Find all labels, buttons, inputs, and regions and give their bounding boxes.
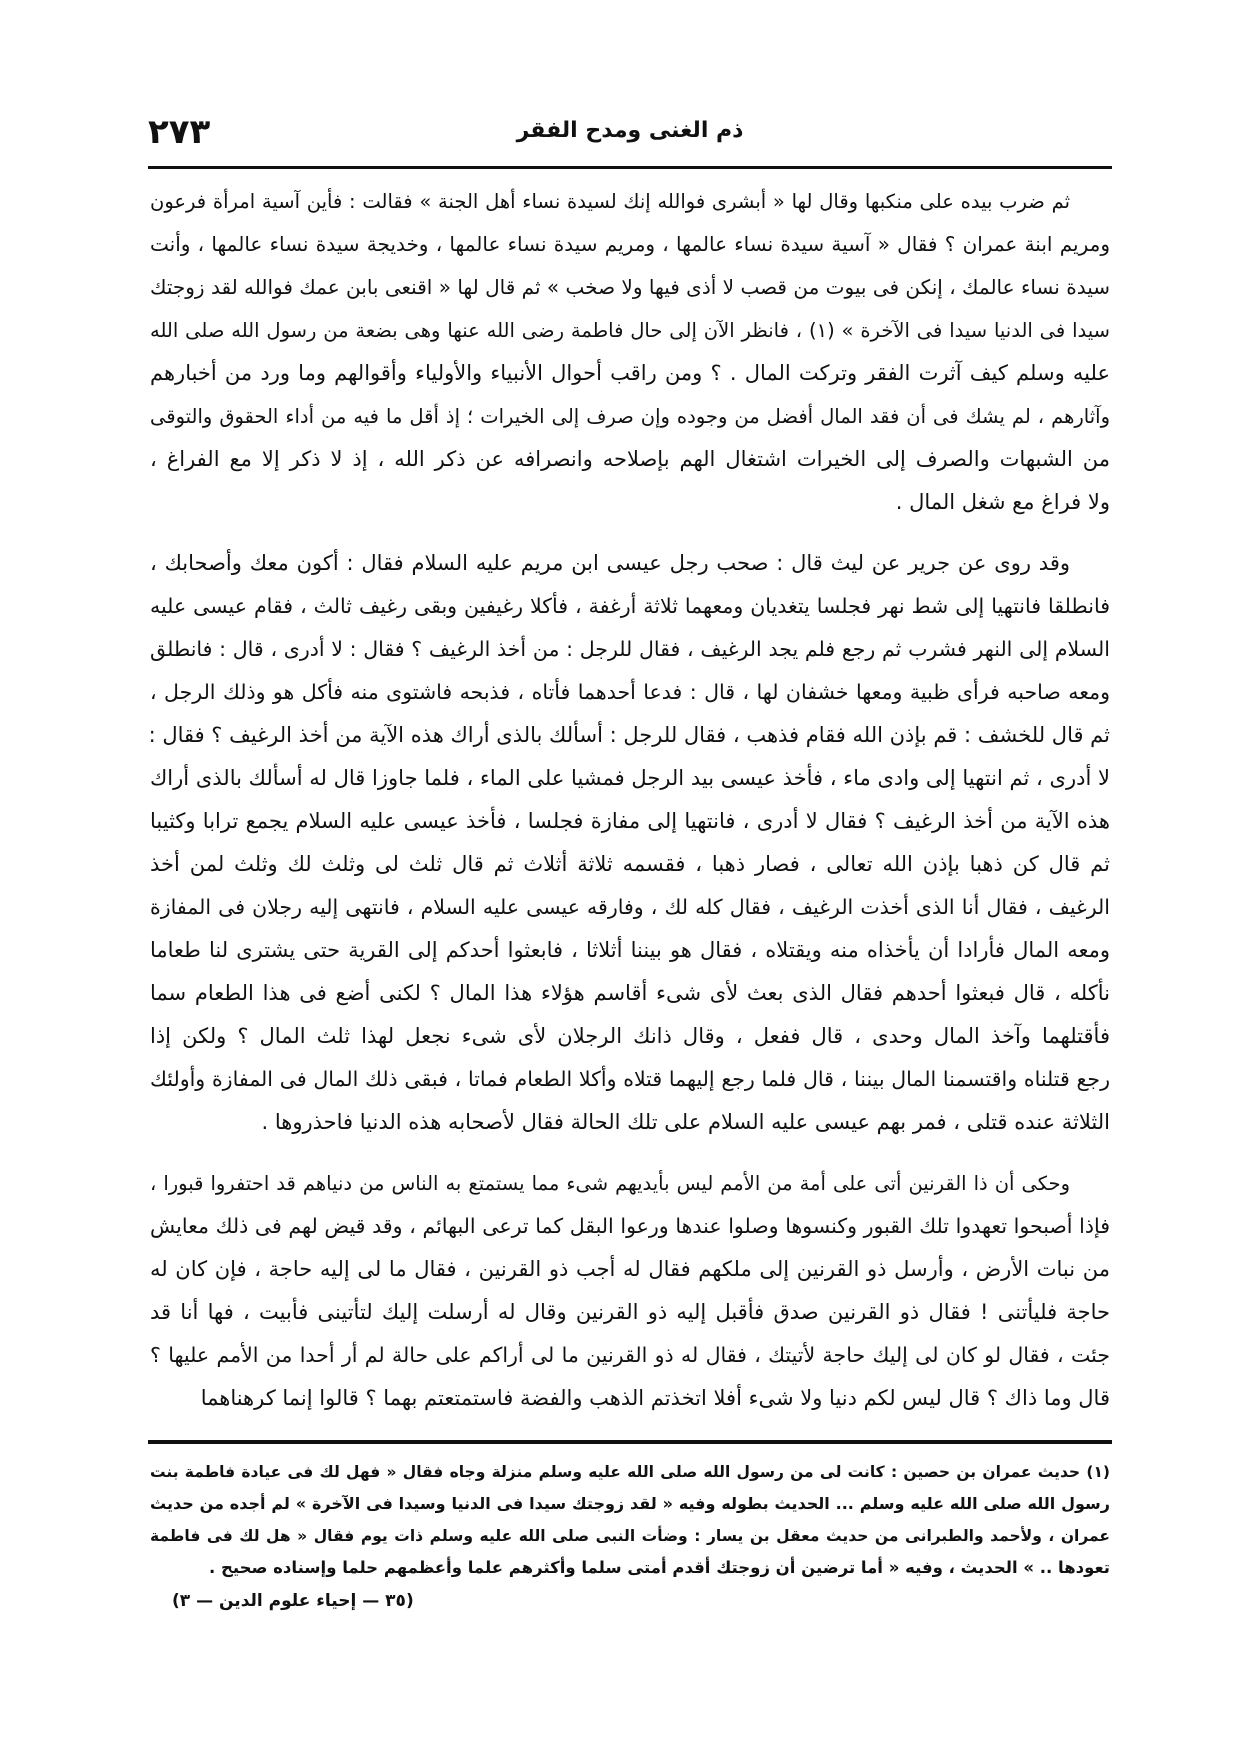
page-number: ٢٧٣ [148, 112, 211, 152]
text-line: ومعه المال فأرادا أن يأخذاه منه ويقتلاه ، فقال هو بيننا أثلاثا ، فابعثوا أحدكم إلى القرية حتى يشترى لنا طعاما [150, 938, 1110, 962]
footnote-line: (١) حديث عمران بن حصين : كانت لى من رسول الله صلى الله عليه وسلم منزلة وجاه فقال « فهل لك فى عيادة فاطمة بنت [150, 1463, 1110, 1481]
text-line: هذه الآية من أخذ الرغيف ؟ فقال لا أدرى ، فانتهيا إلى مفازة فجلسا ، فأخذ عيسى عليه السلام يجمع ترابا وكثيبا [150, 809, 1110, 833]
text-line: وحكى أن ذا القرنين أتى على أمة من الأمم ليس بأيديهم شىء مما يستمتع به الناس من دنياهم قد احتفروا قبورا ، [150, 1172, 1070, 1195]
running-header [148, 112, 1112, 162]
text-line: سيدة نساء عالمك ، إنكن فى بيوت من قصب لا أذى فيها ولا صخب » ثم قال لها « اقنعى بابن عمك فوالله لقد زوجتك [150, 275, 1110, 299]
text-line: ثم قال كن ذهبا بإذن الله تعالى ، فصار ذهبا ، فقسمه ثلاثة أثلاث ثم قال ثلث لى وثلث لك وثلث لمن أخذ [150, 852, 1110, 876]
text-line: حاجة فليأتنى ! فقال ذو القرنين صدق فأقبل إليه ذو القرنين وقال له أرسلت إليك لتأتينى فأبيت ، فها أنا قد [150, 1300, 1110, 1324]
text-line: السلام إلى النهر فشرب ثم رجع فلم يجد الرغيف ، فقال للرجل : من أخذ الرغيف ؟ فقال : لا أدرى ، قال : فانطلق [150, 637, 1110, 661]
header-rule [148, 166, 1112, 169]
signature-mark: (٣٥ — إحياء علوم الدين — ٣) [172, 1591, 414, 1611]
text-line: رجع قتلناه واقتسمنا المال بيننا ، قال فلما رجع إليهما قتلاه وأكلا الطعام فماتا ، فبقى ذلك المال فى المفازة وأولئك [150, 1067, 1110, 1091]
text-line: الرغيف ، فقال أنا الذى أخذت الرغيف ، فقال كله لك ، وفارقه عيسى عليه السلام ، فانتهى إليه رجلان فى المفازة [150, 895, 1110, 919]
footnote-rule [148, 1440, 1112, 1444]
main-text [150, 180, 1110, 1438]
text-line: من الشبهات والصرف إلى الخيرات اشتغال الهم بإصلاحه وانصرافه عن ذكر الله ، إذ لا ذكر إلا مع الفراغ ، [150, 447, 1110, 471]
footnotes [150, 1456, 1110, 1618]
footnote-line: رسول الله صلى الله عليه وسلم ... الحديث بطوله وفيه « لقد زوجتك سيدا فى الدنيا وسيدا فى الآخرة » لم أجده من حديث [150, 1494, 1110, 1513]
text-line: قال وما ذاك ؟ قال ليس لكم دنيا ولا شىء أفلا اتخذتم الذهب والفضة فاستمتعتم بهما ؟ قالوا إنما كرهناهما [200, 1386, 1110, 1410]
text-line: فانطلقا فانتهيا إلى شط نهر فجلسا يتغديان ومعهما ثلاثة أرغفة ، فأكلا رغيفين وبقى رغيف ثالث ، فقام عيسى عليه [150, 594, 1110, 618]
text-line: ولا فراغ مع شغل المال . [895, 490, 1110, 514]
text-line: ومعه صاحبه فرأى ظبية ومعها خشفان لها ، قال : فدعا أحدهما فأتاه ، فذبحه فاشتوى منه فأكل هو وذلك الرجل ، [150, 680, 1110, 704]
text-line: ثم ضرب بيده على منكبها وقال لها « أبشرى فوالله إنك لسيدة نساء أهل الجنة » فقالت : فأين آسية امرأة فرعون [150, 190, 1070, 213]
text-line: وآثارهم ، لم يشك فى أن فقد المال أفضل من وجوده وإن صرف إلى الخيرات ؛ إذ أقل ما فيه من أداء الحقوق والتوقى [150, 405, 1110, 428]
text-line: لا أدرى ، ثم انتهيا إلى وادى ماء ، فأخذ عيسى بيد الرجل فمشيا على الماء ، فلما جاوزا قال له أسألك بالذى أراك [150, 766, 1110, 790]
text-line: فإذا أصبحوا تعهدوا تلك القبور وكنسوها وصلوا عندها ورعوا البقل كما ترعى البهائم ، وقد قيض لهم فى ذلك معايش [150, 1214, 1110, 1238]
text-line: عليه وسلم كيف آثرت الفقر وتركت المال . ؟ ومن راقب أحوال الأنبياء والأولياء وأقوالهم وما ورد من أخبارهم [150, 361, 1110, 385]
text-line: نأكله ، قال فبعثوا أحدهم فقال الذى بعث لأى شىء أقاسم هؤلاء هذا المال ؟ لكنى أضع فى هذا الطعام سما [150, 981, 1110, 1005]
footnote-line: عمران ، ولأحمد والطبرانى من حديث معقل بن يسار : وضأت النبى صلى الله عليه وسلم ذات يوم فقال « هل لك فى فاطمة [150, 1527, 1110, 1545]
paragraph [150, 542, 1110, 1144]
text-line: ثم قال للخشف : قم بإذن الله فقام فذهب ، فقال للرجل : أسألك بالذى أراك هذه الآية من أخذ الرغيف ؟ فقال : [148, 723, 1110, 747]
paragraph [150, 1162, 1110, 1420]
text-line: وقد روى عن جرير عن ليث قال : صحب رجل عيسى ابن مريم عليه السلام فقال : أكون معك وأصحابك ، [150, 551, 1070, 575]
running-title: ذم الغنى ومدح الفقر [516, 118, 744, 143]
text-line: من نبات الأرض ، وأرسل ذو القرنين إلى ملكهم فقال له أجب ذو القرنين ، فقال ما لى إليه حاجة ، فإن كان له [150, 1257, 1110, 1281]
footnote-line: تعودها .. » الحديث ، وفيه « أما ترضين أن زوجتك أقدم أمتى سلما وأكثرهم علما وأعظمهم حلما وإسناده صحيح . [208, 1558, 1110, 1577]
text-line: سيدا فى الدنيا سيدا فى الآخرة » (١) ، فانظر الآن إلى حال فاطمة رضى الله عنها وهى بضعة من رسول الله صلى الله [150, 319, 1110, 342]
text-line: فأقتلهما وآخذ المال وحدى ، قال ففعل ، وقال ذانك الرجلان لأى شىء نجعل لهذا ثلث المال ؟ ولكن إذا [150, 1024, 1110, 1048]
text-line: ومريم ابنة عمران ؟ فقال « آسية سيدة نساء عالمها ، ومريم سيدة نساء عالمها ، وخديجة سيدة نساء عالمها ، وأنت [150, 232, 1110, 256]
text-line: الثلاثة عنده قتلى ، فمر بهم عيسى عليه السلام على تلك الحالة فقال لأصحابه هذه الدنيا فاحذروها . [261, 1110, 1110, 1134]
paragraph [150, 180, 1110, 524]
text-line: جئت ، فقال لو كان لى إليك حاجة لأتيتك ، فقال له ذو القرنين ما لى أراكم على حالة لم أر أحدا من الأمم عليها ؟ [150, 1343, 1110, 1367]
